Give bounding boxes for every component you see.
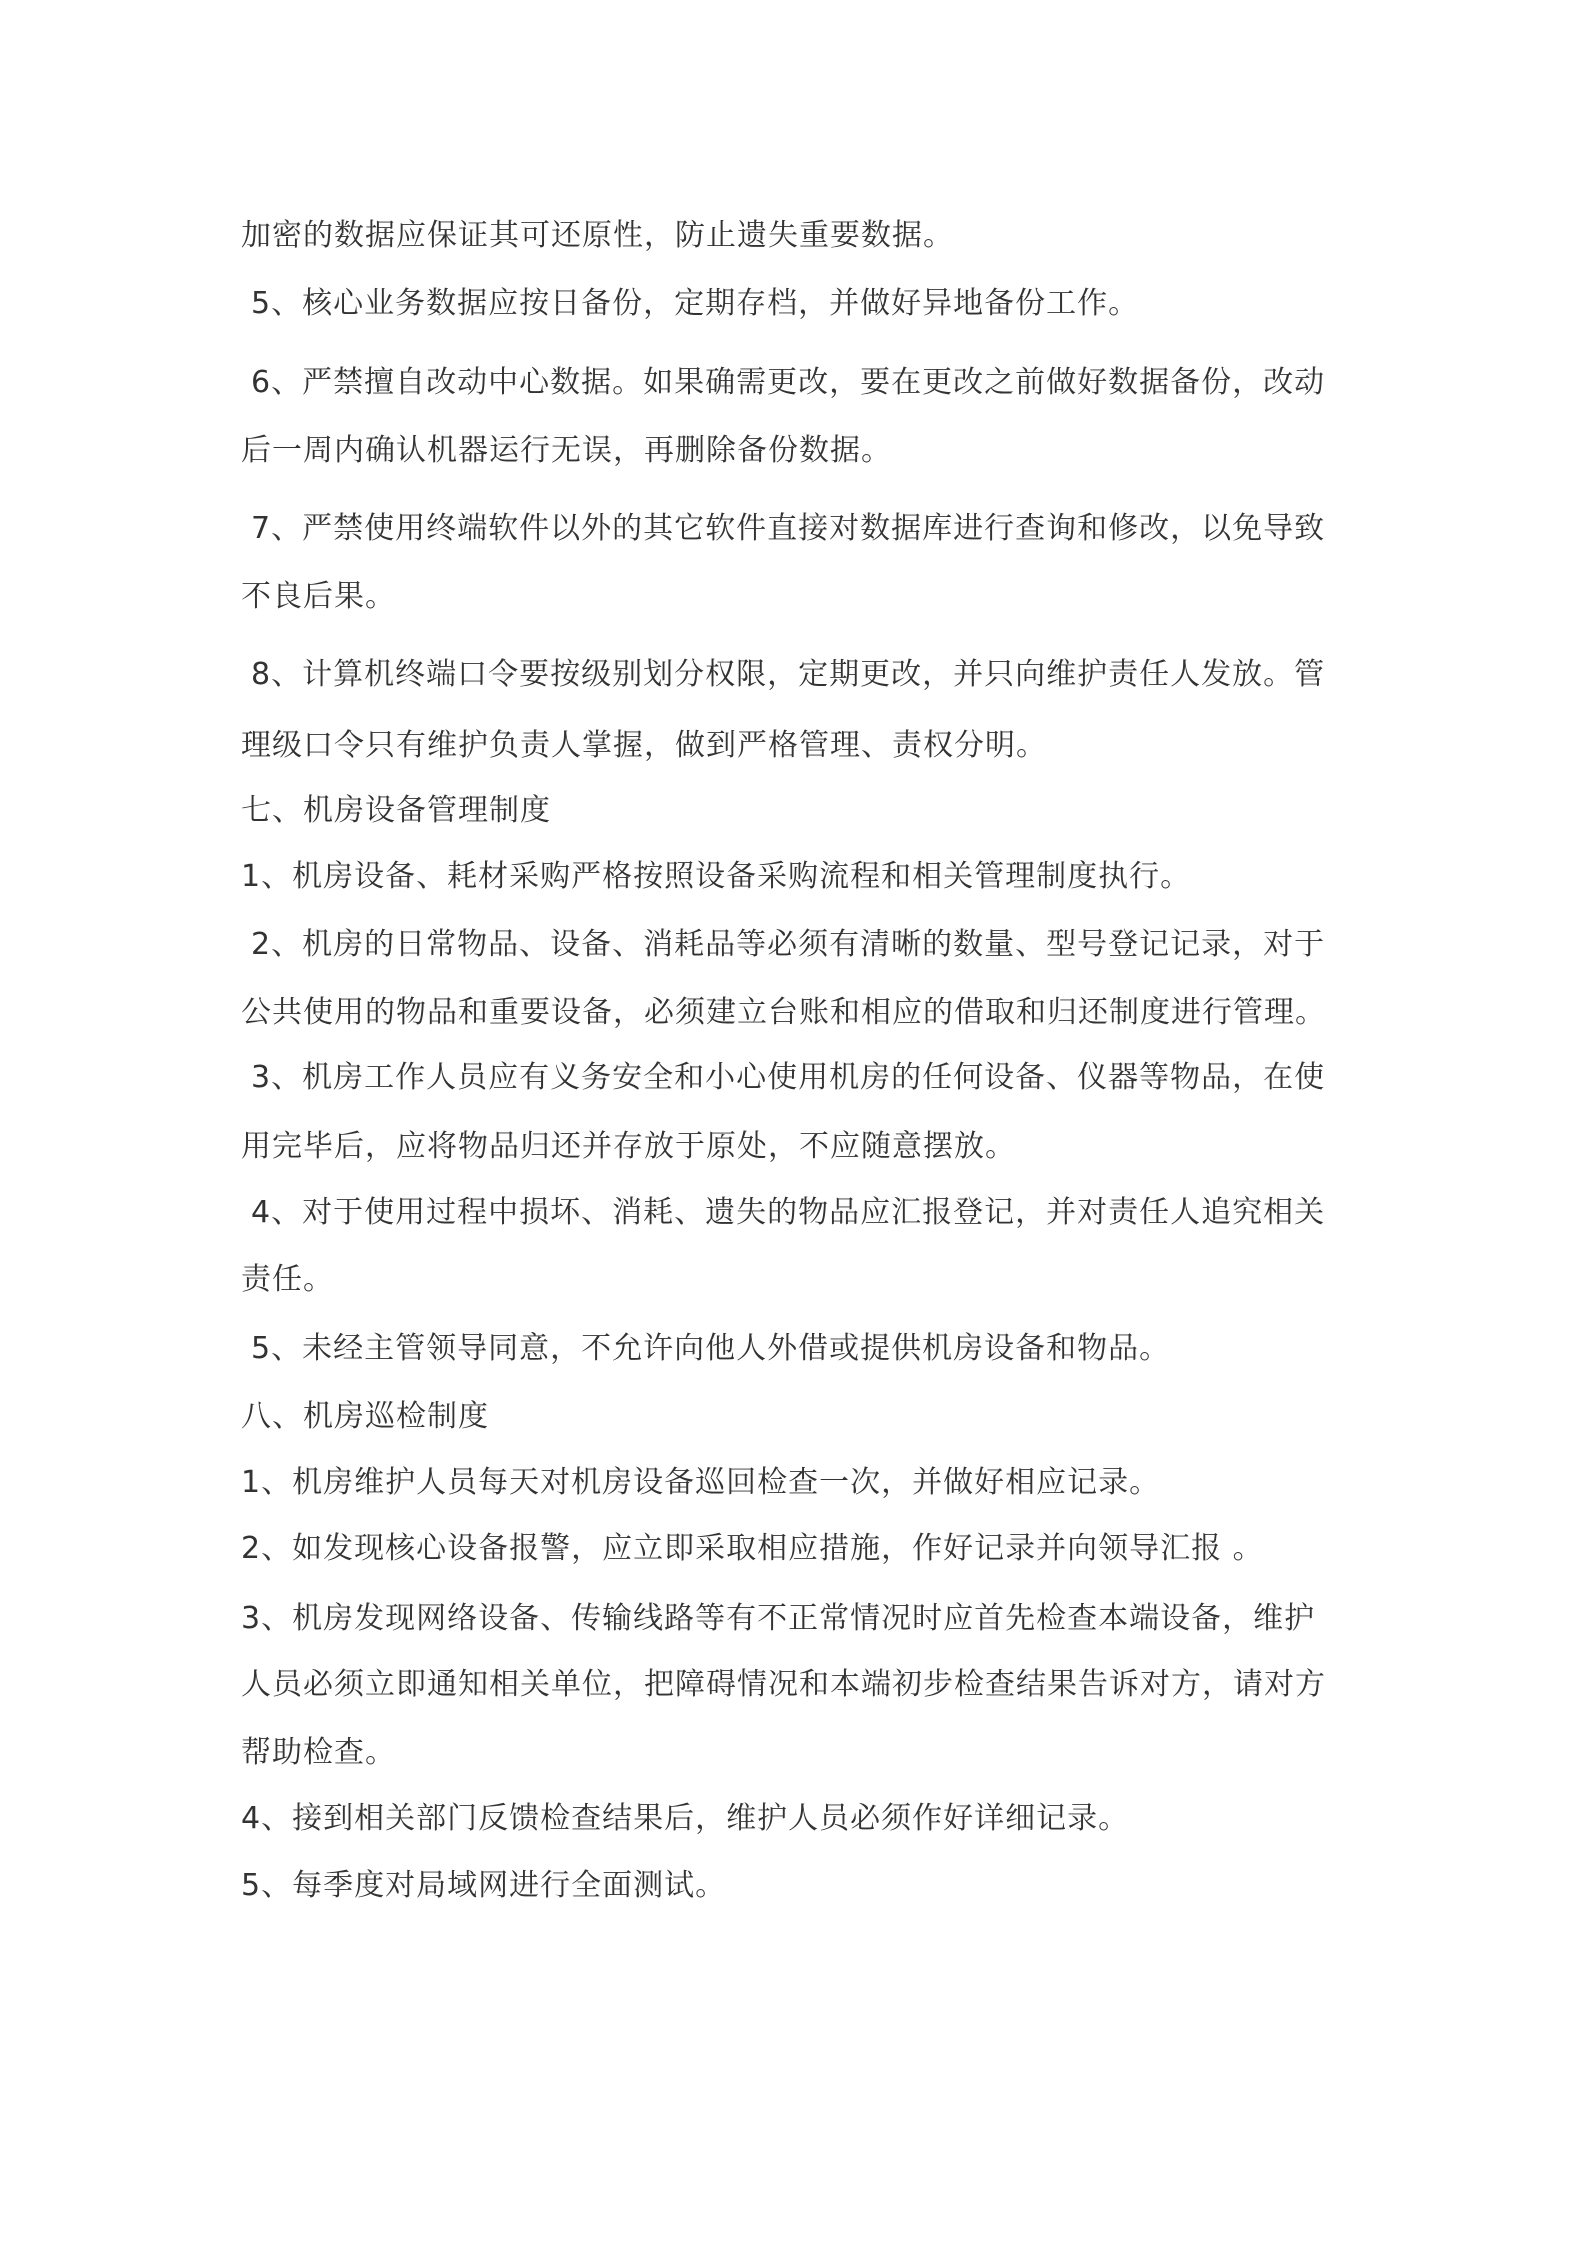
text-line: 加密的数据应保证其可还原性，防止遗失重要数据。 (241, 218, 954, 253)
text-line: 5、核心业务数据应按日备份，定期存档，并做好异地备份工作。 (251, 286, 1140, 321)
text-line: 3、机房工作人员应有义务安全和小心使用机房的任何设备、仪器等物品，在使 (251, 1060, 1326, 1095)
text-line: 七、机房设备管理制度 (241, 793, 551, 828)
text-line: 人员必须立即通知相关单位，把障碍情况和本端初步检查结果告诉对方，请对方 (241, 1667, 1326, 1702)
text-line: 1、机房维护人员每天对机房设备巡回检查一次，并做好相应记录。 (241, 1465, 1161, 1500)
text-line: 用完毕后，应将物品归还并存放于原处，不应随意摆放。 (241, 1129, 1016, 1164)
text-line: 5、未经主管领导同意，不允许向他人外借或提供机房设备和物品。 (251, 1331, 1171, 1366)
text-line: 公共使用的物品和重要设备，必须建立台账和相应的借取和归还制度进行管理。 (241, 995, 1326, 1030)
text-line: 帮助检查。 (241, 1735, 396, 1770)
text-line: 1、机房设备、耗材采购严格按照设备采购流程和相关管理制度执行。 (241, 859, 1192, 894)
text-line: 八、机房巡检制度 (241, 1399, 489, 1434)
text-line: 6、严禁擅自改动中心数据。如果确需更改，要在更改之前做好数据备份，改动 (251, 365, 1326, 400)
text-line: 2、如发现核心设备报警，应立即采取相应措施，作好记录并向领导汇报 。 (241, 1531, 1264, 1566)
text-line: 5、每季度对局域网进行全面测试。 (241, 1868, 727, 1903)
text-line: 理级口令只有维护负责人掌握，做到严格管理、责权分明。 (241, 728, 1047, 763)
text-line: 7、严禁使用终端软件以外的其它软件直接对数据库进行查询和修改，以免导致 (251, 511, 1326, 546)
text-line: 4、接到相关部门反馈检查结果后，维护人员必须作好详细记录。 (241, 1801, 1130, 1836)
text-line: 3、机房发现网络设备、传输线路等有不正常情况时应首先检查本端设备，维护 (241, 1601, 1316, 1636)
text-line: 后一周内确认机器运行无误，再删除备份数据。 (241, 433, 892, 468)
text-line: 4、对于使用过程中损坏、消耗、遗失的物品应汇报登记，并对责任人追究相关 (251, 1195, 1326, 1230)
text-line: 不良后果。 (241, 579, 396, 614)
text-line: 2、机房的日常物品、设备、消耗品等必须有清晰的数量、型号登记记录，对于 (251, 927, 1326, 962)
text-line: 8、计算机终端口令要按级别划分权限，定期更改，并只向维护责任人发放。管 (251, 657, 1326, 692)
text-line: 责任。 (241, 1262, 334, 1297)
